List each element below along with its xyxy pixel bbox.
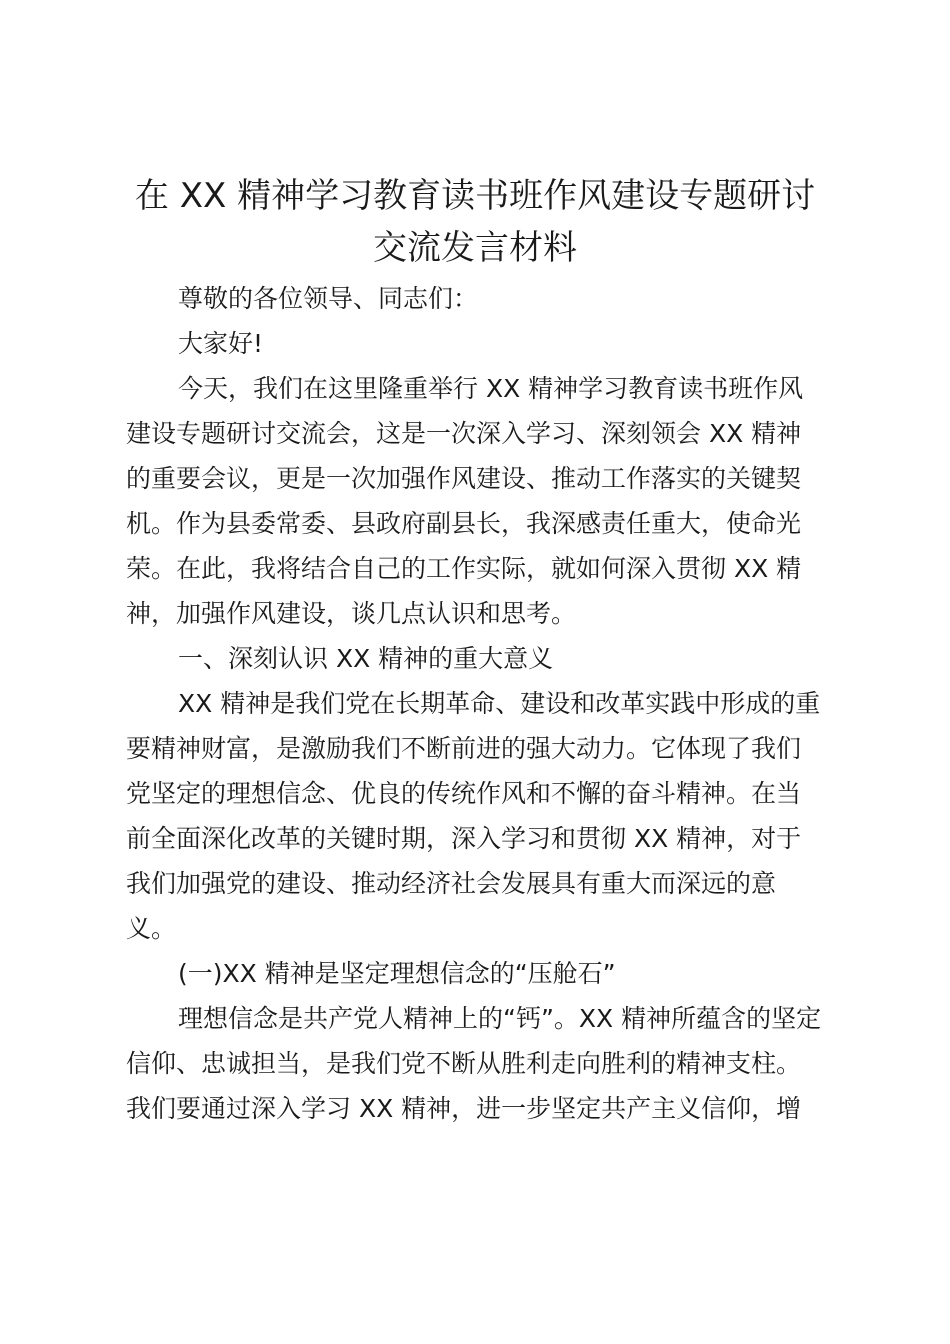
paragraph-line: 前全面深化改革的关键时期，深入学习和贯彻 XX 精神，对于 [126,824,802,853]
paragraph-ideals [126,996,836,1131]
paragraph-line: 党坚定的理想信念、优良的传统作风和不懈的奋斗精神。在当 [126,779,802,808]
paragraph-line: 要精神财富，是激励我们不断前进的强大动力。它体现了我们 [126,734,802,763]
paragraph-line: 我们加强党的建设、推动经济社会发展具有重大而深远的意 [126,869,777,898]
paragraph-line: 我们要通过深入学习 XX 精神，进一步坚定共产主义信仰，增 [126,1094,802,1123]
document-title-line1: 在 XX 精神学习教育读书班作风建设专题研讨 [134,176,816,216]
document-body [126,276,836,1131]
paragraph-line: 荣。在此，我将结合自己的工作实际，就如何深入贯彻 XX 精 [126,554,802,583]
subsection-heading-text: (一)XX 精神是坚定理想信念的“压舱石” [178,959,616,988]
document-title-line2: 交流发言材料 [373,228,577,268]
paragraph-line: 的重要会议，更是一次加强作风建设、推动工作落实的关键契 [126,464,802,493]
section-heading-text: 一、深刻认识 XX 精神的重大意义 [178,644,554,673]
paragraph-line: 理想信念是共产党人精神上的“钙”。XX 精神所蕴含的坚定 [178,1004,822,1033]
greeting-text: 大家好! [178,329,264,358]
paragraph-line: 今天，我们在这里隆重举行 XX 精神学习教育读书班作风 [178,374,804,403]
paragraph-significance [126,681,836,951]
subsection-heading-1 [126,951,836,996]
paragraph-line: 神，加强作风建设，谈几点认识和思考。 [126,599,577,628]
greeting [126,321,836,366]
paragraph-line: 信仰、忠诚担当，是我们党不断从胜利走向胜利的精神支柱。 [126,1049,802,1078]
paragraph-line: XX 精神是我们党在长期革命、建设和改革实践中形成的重 [178,689,821,718]
salutation [126,276,836,321]
section-heading-1 [126,636,836,681]
paragraph-line: 机。作为县委常委、县政府副县长，我深感责任重大，使命光 [126,509,802,538]
paragraph-line: 建设专题研讨交流会，这是一次深入学习、深刻领会 XX 精神 [126,419,802,448]
paragraph-line: 义。 [126,914,177,943]
paragraph-intro [126,366,836,636]
salutation-text: 尊敬的各位领导、同志们： [178,284,479,313]
